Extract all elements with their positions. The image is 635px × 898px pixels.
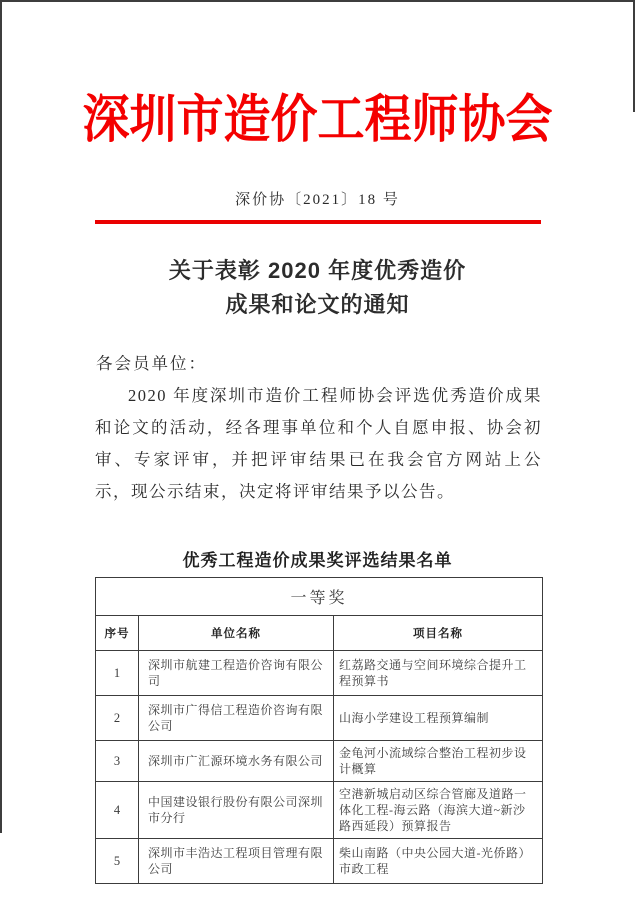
award-group-label: 一等奖 (96, 578, 543, 616)
row-no: 2 (96, 696, 139, 741)
row-project-name: 金龟河小流域综合整治工程初步设计概算 (334, 741, 543, 782)
doc-number: 深价协〔2021〕18 号 (235, 192, 400, 208)
award-table-title: 优秀工程造价成果奖评选结果名单 (182, 551, 453, 570)
row-unit-name: 深圳市丰浩达工程项目管理有限公司 (139, 839, 334, 884)
table-row (96, 741, 543, 782)
award-group-row (96, 578, 543, 616)
row-unit-name: 深圳市广汇源环境水务有限公司 (139, 741, 334, 782)
column-header-project: 项目名称 (334, 616, 543, 651)
row-project-name: 山海小学建设工程预算编制 (334, 696, 543, 741)
row-unit-name: 深圳市广得信工程造价咨询有限公司 (139, 696, 334, 741)
row-unit-name: 深圳市航建工程造价咨询有限公司 (139, 651, 334, 696)
row-unit-name: 中国建设银行股份有限公司深圳市分行 (139, 782, 334, 839)
salutation: 各会员单位： (96, 354, 207, 373)
notice-title-line2: 成果和论文的通知 (225, 292, 410, 317)
org-title: 深圳市造价工程师协会 (82, 89, 553, 151)
row-project-name: 柴山南路（中央公园大道-光侨路）市政工程 (334, 839, 543, 884)
red-divider-line (95, 220, 541, 224)
column-header-unit: 单位名称 (139, 616, 334, 651)
row-no: 4 (96, 782, 139, 839)
page-border-top (0, 0, 635, 2)
row-project-name: 空港新城启动区综合管廊及道路一体化工程-海云路（海滨大道~新沙路西延段）预算报告 (334, 782, 543, 839)
row-no: 5 (96, 839, 139, 884)
notice-body-paragraph: 2020 年度深圳市造价工程师协会评选优秀造价成果和论文的活动，经各理事单位和个人自愿申报、协会初审、专家评审，并把评审结果已在我会官方网站上公示，现公示结束，决定将评审结果予以公告。 (95, 386, 542, 501)
row-no: 3 (96, 741, 139, 782)
table-row (96, 696, 543, 741)
notice-title (0, 254, 635, 322)
table-row (96, 782, 543, 839)
table-row (96, 651, 543, 696)
table-row (96, 839, 543, 884)
notice-title-line1: 关于表彰 2020 年度优秀造价 (168, 258, 467, 283)
award-table (95, 577, 543, 884)
column-header-row (96, 616, 543, 651)
column-header-no: 序号 (96, 616, 139, 651)
row-project-name: 红荔路交通与空间环境综合提升工程预算书 (334, 651, 543, 696)
row-no: 1 (96, 651, 139, 696)
